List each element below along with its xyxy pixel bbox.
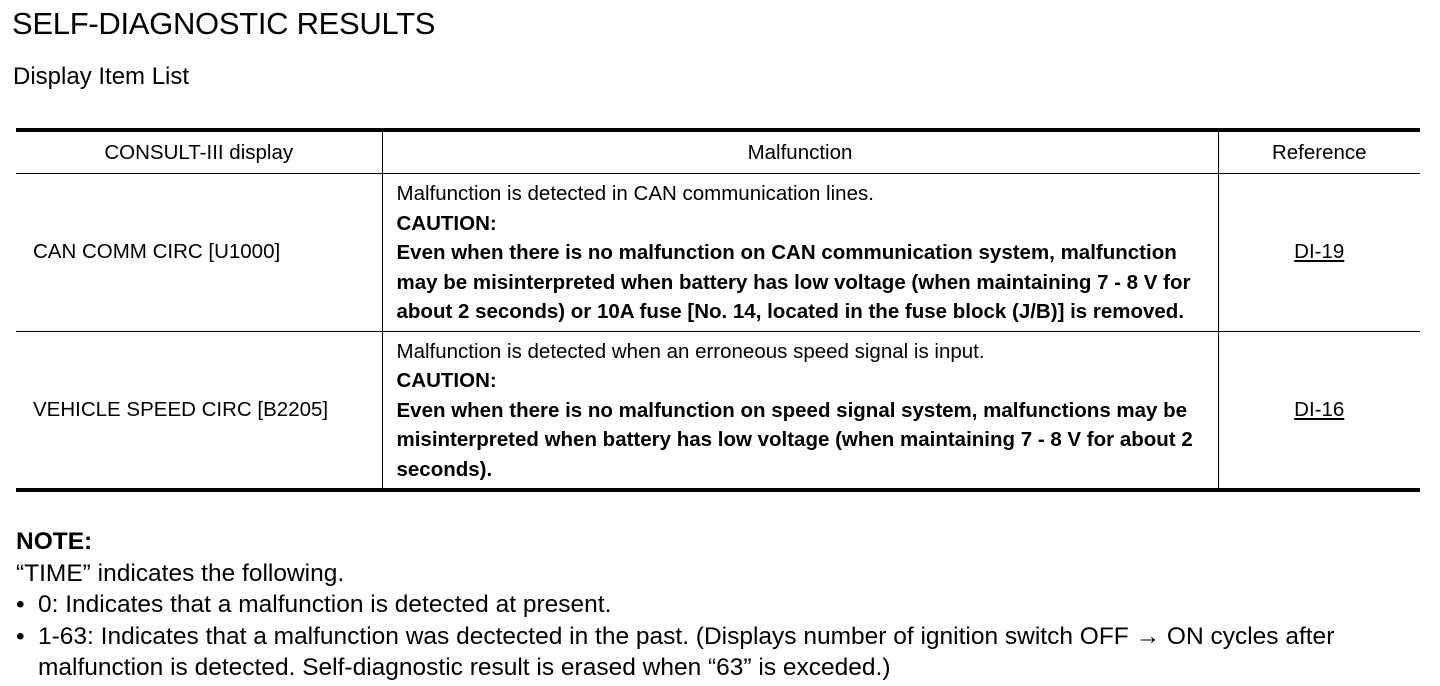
note-intro: “TIME” indicates the following. <box>16 559 345 587</box>
column-header-display: CONSULT-III display <box>16 130 382 174</box>
reference-cell <box>1218 174 1420 332</box>
table-row <box>16 174 1420 332</box>
caution-text: Even when there is no malfunction on CAN communication system, malfunction may be misinterpreted when battery has low voltage (when maintaining 7 - 8 V for about 2 seconds) or 10A fuse [No. 14, located in the fuse block (J/B)] is removed. <box>396 241 1191 323</box>
page-title: SELF-DIAGNOSTIC RESULTS <box>12 6 436 41</box>
display-item-table <box>16 128 1420 492</box>
bullet-icon: • <box>16 622 25 650</box>
table-header-row <box>16 130 1420 174</box>
bullet-icon: • <box>16 591 25 618</box>
note-heading: NOTE: <box>16 528 93 555</box>
column-header-reference: Reference <box>1218 130 1420 174</box>
reference-link[interactable]: DI-16 <box>1294 397 1345 421</box>
reference-link[interactable]: DI-19 <box>1294 240 1345 264</box>
list-item <box>16 621 1426 684</box>
malfunction-cell <box>382 174 1218 332</box>
note-bullet-text: 1-63: Indicates that a malfunction was dectected in the past. (Displays number of ignition switch OFF → ON cycles after malfunction is detected. Self-diagnostic result is erased when “63” is exceded.) <box>38 622 1335 681</box>
note-block <box>16 526 1426 684</box>
column-header-malfunction: Malfunction <box>382 130 1218 174</box>
caution-label: CAUTION: <box>396 369 497 392</box>
reference-cell <box>1218 331 1420 490</box>
note-bullet-text: 0: Indicates that a malfunction is detected at present. <box>38 591 612 618</box>
display-cell: CAN COMM CIRC [U1000] <box>16 174 382 332</box>
display-cell: VEHICLE SPEED CIRC [B2205] <box>16 331 382 490</box>
malfunction-text: Malfunction is detected when an erroneous speed signal is input. <box>396 339 985 363</box>
caution-label: CAUTION: <box>396 211 497 235</box>
table-row <box>16 331 1420 490</box>
list-item <box>16 589 1426 621</box>
malfunction-text: Malfunction is detected in CAN communication lines. <box>396 182 874 205</box>
malfunction-cell <box>382 331 1218 490</box>
caution-text: Even when there is no malfunction on speed signal system, malfunctions may be misinterpreted when battery has low voltage (when maintaining 7 - 8 V for about 2 seconds). <box>396 398 1193 481</box>
section-subtitle: Display Item List <box>13 63 190 90</box>
